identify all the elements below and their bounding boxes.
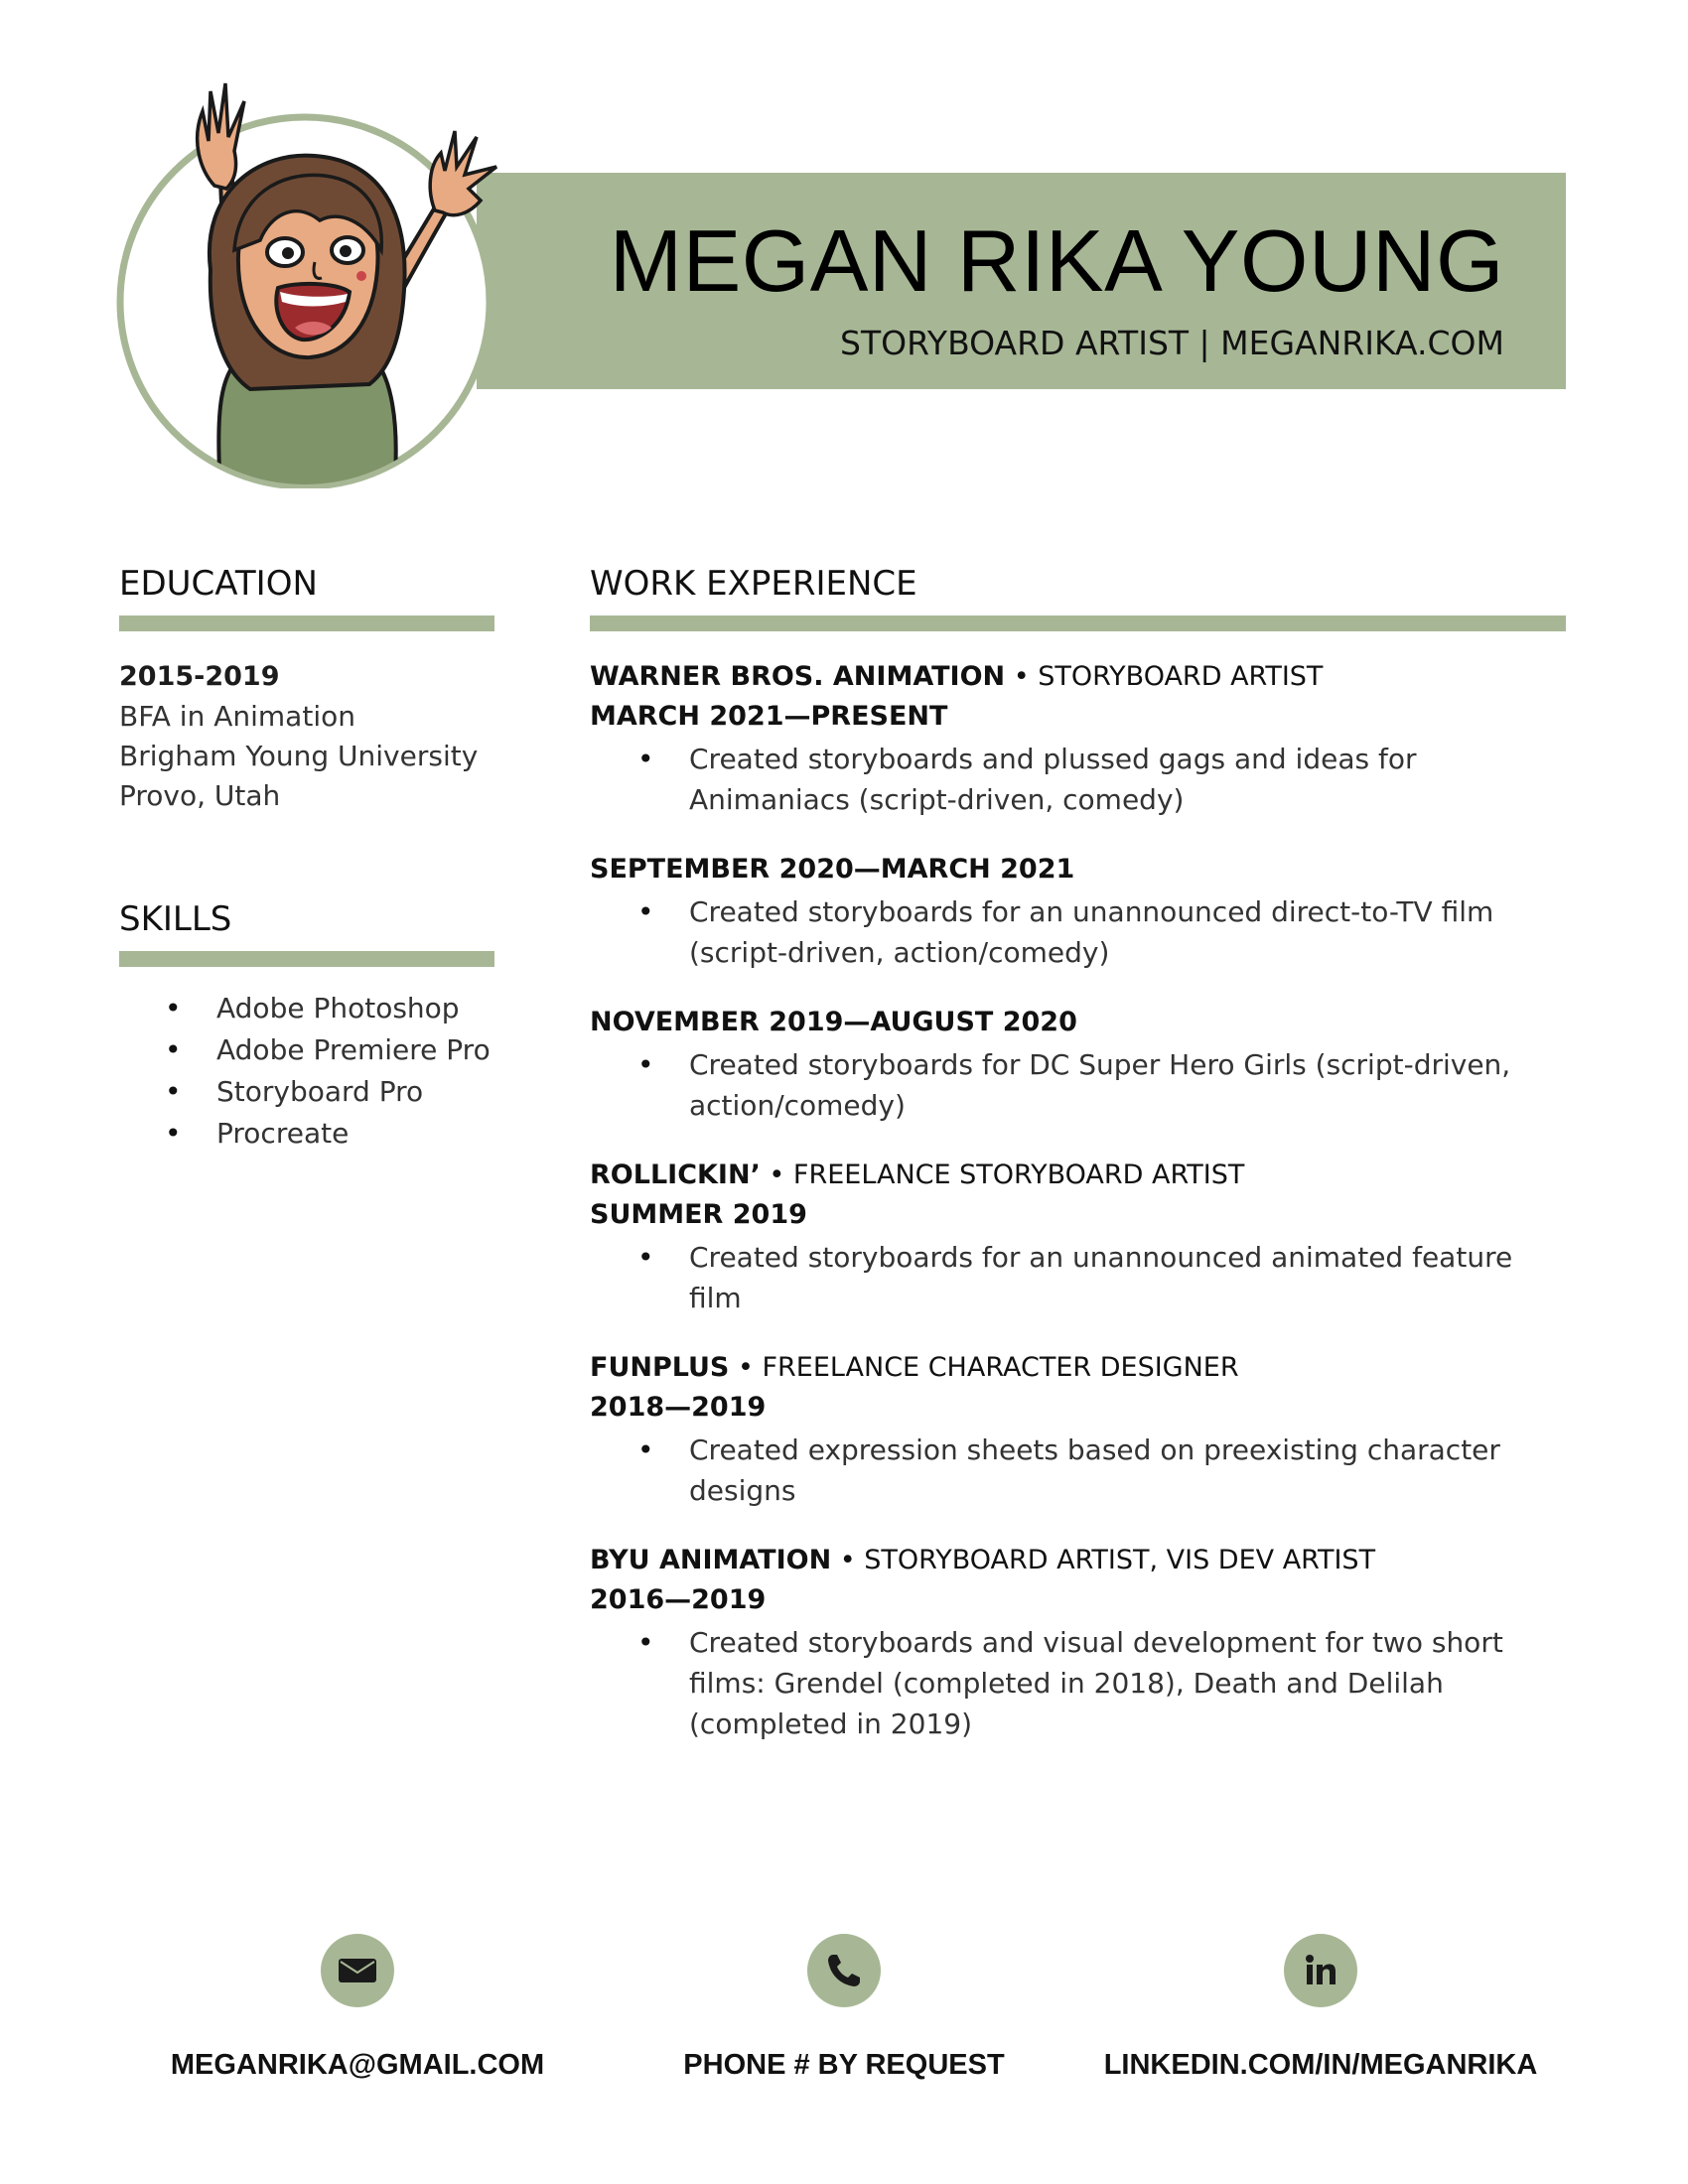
work-section (590, 657, 1573, 1774)
phone-text: PHONE # BY REQUEST (683, 2049, 1005, 2081)
header-band (477, 173, 1566, 389)
job-entry (590, 1156, 1573, 1318)
job-role: • FREELANCE STORYBOARD ARTIST (760, 1160, 1245, 1190)
skill-item: • Adobe Photoshop (119, 988, 496, 1029)
skill-item: • Adobe Premiere Pro (119, 1029, 496, 1071)
job-heading (590, 1348, 1573, 1388)
resume-name: MEGAN RIKA YOUNG (609, 211, 1504, 310)
email-icon (321, 1934, 394, 2007)
job-dates: SEPTEMBER 2020—MARCH 2021 (590, 854, 1075, 885)
job-dates: SUMMER 2019 (590, 1199, 807, 1230)
job-bullet: • Created storyboards and visual development for two short films: Grendel (completed in 2018), Death and Delilah (completed in 2019) (590, 1622, 1573, 1744)
job-dates: NOVEMBER 2019—AUGUST 2020 (590, 1007, 1077, 1037)
job-heading (590, 1541, 1573, 1580)
job-entry (590, 1541, 1573, 1744)
skills-heading: SKILLS (119, 899, 232, 939)
resume-tagline: STORYBOARD ARTIST | MEGANRIKA.COM (840, 324, 1504, 362)
education-degree: BFA in Animation (119, 700, 355, 733)
job-bullet: • Created expression sheets based on preexisting character designs (590, 1430, 1573, 1511)
education-school: Brigham Young University (119, 740, 479, 772)
job-entry (590, 850, 1573, 973)
work-heading: WORK EXPERIENCE (590, 564, 917, 604)
job-dates: 2018—2019 (590, 1392, 767, 1423)
linkedin-link[interactable]: LINKEDIN.COM/IN/MEGANRIKA (1103, 2049, 1538, 2081)
job-entry (590, 697, 1573, 820)
contact-email (79, 1934, 635, 2082)
job-org: WARNER BROS. ANIMATION (590, 661, 1006, 692)
job-org: FUNPLUS (590, 1352, 730, 1383)
job-entry (590, 1348, 1573, 1511)
job-entry (590, 1003, 1573, 1126)
job-dates: 2016—2019 (590, 1584, 767, 1615)
job-bullet: • Created storyboards and plussed gags and ideas for Animaniacs (script-driven, comedy) (590, 739, 1573, 820)
education-location: Provo, Utah (119, 779, 281, 812)
job-org: BYU ANIMATION (590, 1545, 832, 1575)
linkedin-icon (1284, 1934, 1357, 2007)
contact-linkedin (1043, 1934, 1599, 2082)
job-bullet: • Created storyboards for an unannounced direct-to-TV film (script-driven, action/comedy) (590, 891, 1573, 973)
skills-divider (119, 951, 494, 967)
work-divider (590, 615, 1566, 631)
skills-section (119, 988, 496, 1155)
job-bullet: • Created storyboards for an unannounced animated feature film (590, 1237, 1573, 1318)
skill-item: • Procreate (119, 1113, 496, 1155)
avatar-illustration (111, 71, 518, 488)
phone-icon (807, 1934, 881, 2007)
job-role: • FREELANCE CHARACTER DESIGNER (729, 1352, 1239, 1383)
education-divider (119, 615, 494, 631)
job-heading (590, 657, 1573, 697)
job-role: • STORYBOARD ARTIST (1005, 661, 1324, 692)
job-role: • STORYBOARD ARTIST, VIS DEV ARTIST (831, 1545, 1376, 1575)
job-heading (590, 1156, 1573, 1195)
job-dates: MARCH 2021—PRESENT (590, 701, 948, 732)
email-link[interactable]: MEGANRIKA@GMAIL.COM (170, 2049, 545, 2081)
education-heading: EDUCATION (119, 564, 318, 604)
education-years: 2015-2019 (119, 661, 280, 692)
education-section (119, 657, 496, 816)
job-org: ROLLICKIN’ (590, 1160, 761, 1190)
contact-phone (566, 1934, 1122, 2082)
skill-item: • Storyboard Pro (119, 1071, 496, 1113)
job-bullet: • Created storyboards for DC Super Hero Girls (script-driven, action/comedy) (590, 1044, 1573, 1126)
